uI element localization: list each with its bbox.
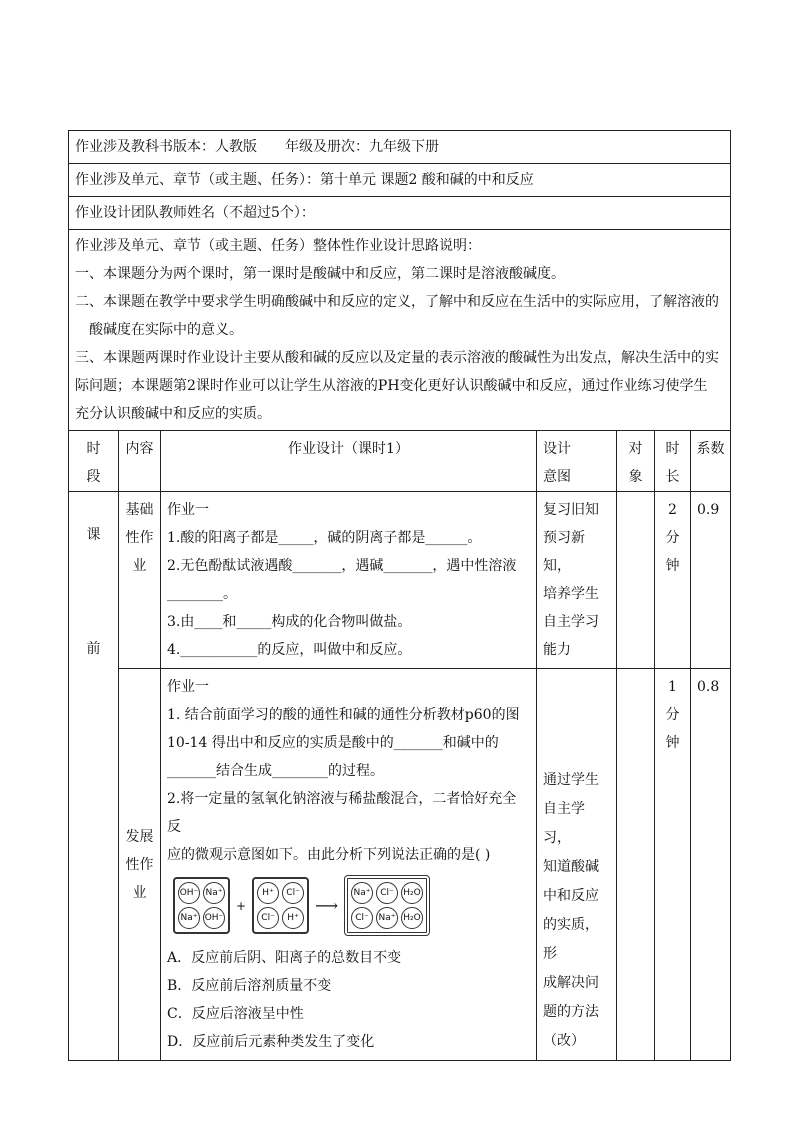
question-line: 应的微观示意图如下。由此分析下列说法正确的是( ) [167, 847, 491, 863]
question-line: 2.无色酚酞试液遇酸_______，遇碱_______，遇中性溶液 [167, 558, 517, 574]
question-line: 4.___________的反应，叫做中和反应。 [167, 642, 412, 658]
ion-circle: Cl⁻ [257, 907, 279, 929]
ion-circle: H₂O [401, 907, 423, 929]
textbook-version-row: 作业涉及教科书版本：人教版 年级及册次：九年级下册 [69, 131, 731, 164]
develop-duration: 1 分 钟 [655, 669, 691, 1061]
header-coefficient: 系数 [691, 431, 731, 492]
ion-circle: Na⁺ [203, 882, 225, 904]
basic-coefficient: 0.9 [691, 492, 731, 669]
ion-circle: Cl⁻ [351, 907, 373, 929]
worksheet-page [68, 130, 730, 1061]
homework-table [68, 130, 731, 1061]
option-b: B．反应前后溶剂质量不变 [167, 978, 332, 994]
question-line: 2.将一定量的氢氧化钠溶液与稀盐酸混合，二者恰好充全反 [167, 791, 517, 835]
rationale-line: 三、本课题两课时作业设计主要从酸和碱的反应以及定量的表示溶液的酸碱性为出发点，解决生活中的实 [75, 350, 719, 366]
header-duration: 时 长 [655, 431, 691, 492]
option-a: A．反应前后阴、阳离子的总数目不变 [167, 950, 402, 966]
basic-duration: 2 分 钟 [655, 492, 691, 669]
rationale-line: 际问题；本课题第2课时作业可以让学生从溶液的PH变化更好认识酸碱中和反应，通过作业练习使学生 [75, 378, 708, 394]
naoh-solution-box [173, 877, 230, 934]
ion-circle: Na⁺ [351, 882, 373, 904]
header-target: 对 象 [617, 431, 655, 492]
header-intent: 设计 意图 [537, 431, 617, 492]
product-box [344, 875, 430, 936]
rationale-line: 作业涉及单元、章节（或主题、任务）整体性作业设计思路说明： [75, 238, 481, 254]
design-rationale [69, 230, 731, 431]
plus-sign: + [236, 898, 247, 913]
basic-type: 基础 性作 业 [119, 492, 161, 669]
question-line: 作业一 [167, 679, 209, 695]
ion-circle: OH⁻ [178, 882, 200, 904]
arrow-right-icon: ⟶ [315, 895, 338, 915]
unit-chapter-row: 作业涉及单元、章节（或主题、任务）：第十单元 课题2 酸和碱的中和反应 [69, 164, 731, 197]
ion-circle: H⁺ [257, 882, 279, 904]
rationale-line: 充分认识酸碱中和反应的实质。 [75, 406, 271, 422]
ion-circle: H₂O [401, 882, 423, 904]
stage-cell: 课 前 [69, 492, 119, 1061]
question-line: ________。 [167, 586, 237, 602]
option-d: D．反应前后元素种类发生了变化 [167, 1034, 375, 1050]
hcl-solution-box [252, 877, 309, 934]
question-line: _______结合生成________的过程。 [167, 763, 384, 779]
ion-circle: Cl⁻ [376, 882, 398, 904]
ion-circle: Cl⁻ [282, 882, 304, 904]
ion-circle: Na⁺ [178, 907, 200, 929]
rationale-line: 酸碱度在实际中的意义。 [89, 322, 243, 338]
develop-questions [161, 669, 537, 1061]
rationale-line: 一、本课题分为两个课时，第一课时是酸碱中和反应，第二课时是溶液酸碱度。 [75, 266, 565, 282]
header-design: 作业设计（课时1） [161, 431, 537, 492]
reaction-diagram [173, 875, 530, 936]
ion-circle: OH⁻ [203, 907, 225, 929]
option-c: C．反应后溶液呈中性 [167, 1006, 304, 1022]
develop-intent: 通过学生 自主学习， 知道酸碱 中和反应 的实质，形 成解决问 题的方法 （改） [537, 669, 617, 1061]
basic-questions [161, 492, 537, 669]
question-line: 1.酸的阳离子都是_____，碱的阴离子都是______。 [167, 530, 482, 546]
develop-type: 发展 性作 业 [119, 669, 161, 1061]
teacher-names-row: 作业设计团队教师姓名（不超过5个）： [69, 197, 731, 230]
question-line: 1. 结合前面学习的酸的通性和碱的通性分析教材p60的图 [167, 707, 520, 723]
ion-circle: Na⁺ [376, 907, 398, 929]
question-line: 10-14 得出中和反应的实质是酸中的_______和碱中的 [167, 735, 499, 751]
rationale-line: 二、本课题在教学中要求学生明确酸碱中和反应的定义，了解中和反应在生活中的实际应用，了解溶液的 [75, 294, 719, 310]
develop-coefficient: 0.8 [691, 669, 731, 1061]
header-period: 时 段 [69, 431, 119, 492]
basic-intent: 复习旧知 预习新知， 培养学生 自主学习 能力 [537, 492, 617, 669]
header-content: 内容 [119, 431, 161, 492]
basic-target [617, 492, 655, 669]
develop-target [617, 669, 655, 1061]
ion-circle: H⁺ [282, 907, 304, 929]
question-line: 3.由____和_____构成的化合物叫做盐。 [167, 614, 412, 630]
question-line: 作业一 [167, 502, 209, 518]
